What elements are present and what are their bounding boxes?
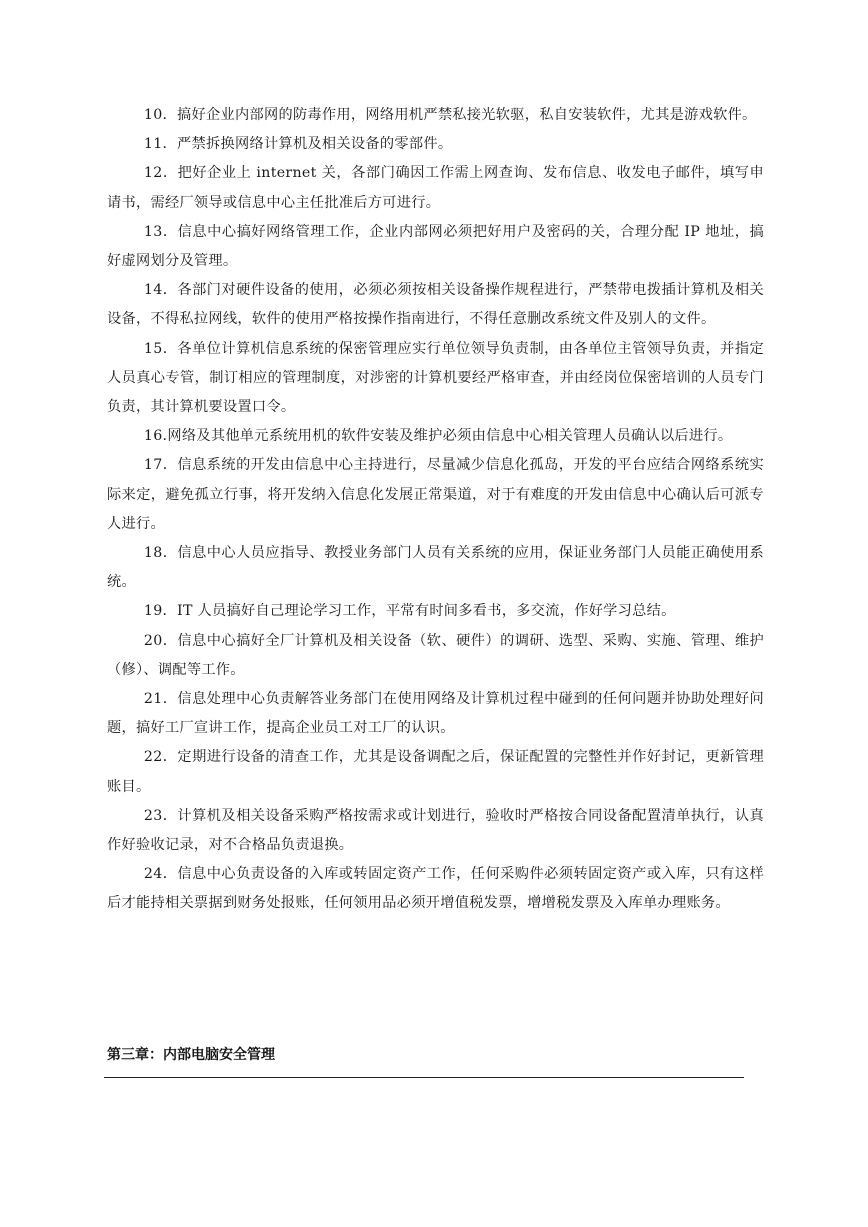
paragraph-item-15: 15．各单位计算机信息系统的保密管理应实行单位领导负责制，由各单位主管领导负责，并指定人员真心专管，制订相应的管理制度，对涉密的计算机要经严格审查，并由经岗位保密培训的人员专门负责，其计算机要设置口令。 xyxy=(107,340,764,416)
paragraph-item-19: 19．IT 人员搞好自己理论学习工作，平常有时间多看书，多交流，作好学习总结。 xyxy=(143,603,676,620)
paragraph-item-14: 14．各部门对硬件设备的使用，必须必须按相关设备操作规程进行，严禁带电拨插计算机及相关设备，不得私拉网线，软件的使用严格按操作指南进行，不得任意删改系统文件及别人的文件。 xyxy=(107,282,764,328)
paragraph-item-16: 16.网络及其他单元系统用机的软件安装及维护必须由信息中心相关管理人员确认以后进行。 xyxy=(143,428,733,445)
paragraph-item-21: 21．信息处理中心负责解答业务部门在使用网络及计算机过程中碰到的任何问题并协助处理好问题，搞好工厂宣讲工作，提高企业员工对工厂的认识。 xyxy=(107,691,764,737)
paragraph-item-23: 23．计算机及相关设备采购严格按需求或计划进行，验收时严格按合同设备配置清单执行，认真作好验收记录，对不合格品负责退换。 xyxy=(107,807,764,854)
paragraph-item-24: 24．信息中心负责设备的入库或转固定资产工作，任何采购件必须转固定资产或入库，只有这样后才能持相关票据到财务处报账，任何领用品必须开增值税发票，增增税发票及入库单办理账务。 xyxy=(107,866,764,912)
paragraph-item-17: 17．信息系统的开发由信息中心主持进行，尽量减少信息化孤岛，开发的平台应结合网络系统实际来定，避免孤立行事，将开发纳入信息化发展正常渠道，对于有难度的开发由信息中心确认后可派专人进行。 xyxy=(107,457,764,532)
document-body xyxy=(107,101,764,919)
paragraph-item-20: 20．信息中心搞好全厂计算机及相关设备（软、硬件）的调研、选型、采购、实施、管理、维护（修）、调配等工作。 xyxy=(107,632,764,678)
paragraph-item-10: 10．搞好企业内部网的防毒作用，网络用机严禁私接光软驱，私自安装软件，尤其是游戏软件。 xyxy=(143,107,757,123)
paragraph-item-11: 11．严禁拆换网络计算机及相关设备的零部件。 xyxy=(143,136,453,153)
paragraph-item-13: 13．信息中心搞好网络管理工作，企业内部网必须把好用户及密码的关，合理分配 IP 地址，搞好虚网划分及管理。 xyxy=(107,223,764,270)
paragraph-item-12: 12．把好企业上 internet 关，各部门确因工作需上网查询、发布信息、收发电子邮件，填写申请书，需经厂领导或信息中心主任批准后方可进行。 xyxy=(107,165,764,211)
paragraph-item-22: 22．定期进行设备的清查工作，尤其是设备调配之后，保证配置的完整性并作好封记，更新管理账目。 xyxy=(107,749,764,795)
chapter-heading: 第三章：内部电脑安全管理 xyxy=(107,1047,275,1063)
paragraph-item-18: 18．信息中心人员应指导、教授业务部门人员有关系统的应用，保证业务部门人员能正确使用系统。 xyxy=(107,545,764,591)
chapter-divider xyxy=(104,1077,744,1078)
